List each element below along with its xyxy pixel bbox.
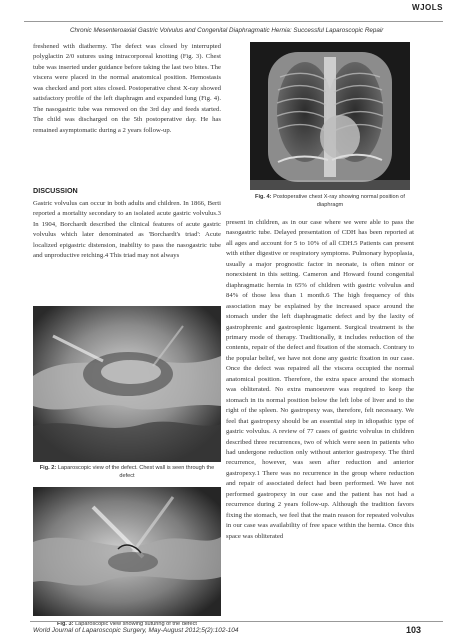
right-column-paragraph-text: present in children, as in our case where we were able to pass the nasogastric tube. Delayed presentation of CDH has been reported at all ages and account for 5 to 10% of all CDH.5 Patients can present with either digestive or respiratory symptoms. Pulmonary hypoplasia, usually a major prognostic factor in neonate, is often minor or nonexistent in this setting. Cameron and Howard found congenital diaphragmatic hernia in 65% of children with gastric volvulus and 84% of those less than 1 month.6 The high frequency of this association may be explained by the increased space around the stomach under the left diaphragmatic defect and by the laxity of gastrophrenic and gastrosplenic ligament. Surgical treatment is the primary mode of therapy. Traditionally, it includes reduction of the contents, repair of the defect and fixation of the stomach. Contrary to the popular belief, we have not done any gastric fixation in our case. Once the defect was repaired all the viscera occupied the normal anatomical position. Therefore, the extra space around the stomach was obliterated. No extra manoeuvre was required to keep the stomach in its normal position below the left lobe of liver and to the right of the spleen. No gastropexy was, therefore, felt necessary. We feel that gastropexy should be an essential step in idiopathic type of gastric volvulus. A review of 77 cases of gastric volvulus in children described three recurrences, two of which were seen in patients who had undergone reduction only without anterior gastropexy. The third recurrence, however, was seen after reduction and anterior gastropexy.1 There was no recurrence in the group where reduction and repair of associated defect had been performed. We have not performed gastropexy in our case and the patient has not had a recurrence during 2 years follow-up. Although the tradition favors fixing the stomach, we feel that the main reason for repeated volvulus in our case was availability of free space within the hernia. Once this space was obliterated	[226, 219, 414, 540]
figure-4-image	[250, 42, 410, 190]
figure-2-image	[33, 306, 221, 462]
figure-2-label: Fig. 2:	[39, 465, 57, 471]
figure-2-caption	[33, 465, 221, 480]
laparoscopic-defect-photo	[33, 306, 221, 462]
figure-4-label: Fig. 4:	[255, 194, 272, 200]
running-title: Chronic Mesenteroaxial Gastric Volvulus and Congenital Diaphragmatic Hernia: Successful Laparoscopic Repair	[70, 27, 384, 34]
figure-4-caption-text: Postoperative chest X-ray showing normal position of diaphragm	[273, 194, 405, 208]
laparoscopic-suturing-photo	[33, 487, 221, 616]
figure-3-label: Fig. 3:	[57, 621, 74, 627]
page-number: 103	[405, 625, 421, 635]
journal-tag: WJOLS	[412, 3, 443, 12]
discussion-heading: DISCUSSION	[33, 186, 78, 195]
figure-3-caption-text: Laparoscopic view showing suturing of the defect	[75, 621, 197, 627]
intro-paragraph	[33, 42, 221, 136]
discussion-paragraph	[33, 199, 221, 262]
chest-xray-photo	[250, 42, 410, 190]
right-column-paragraph	[226, 218, 414, 542]
footer-rule	[30, 621, 443, 622]
figure-4-caption	[250, 194, 410, 209]
figure-3-image	[33, 487, 221, 616]
discussion-paragraph-text: Gastric volvulus can occur in both adults and children. In 1866, Berti reported a mortality secondary to an isolated acute gastric volvulus.3 In 1904, Borchardt described the clinical features of acute gastric volvulus which later denominated as 'Borchardt's triad': Acute localized epigastric distension, inability to pass the nasogastric tube and unproductive retching.4 This triad may not always	[33, 200, 221, 260]
header-rule	[24, 21, 443, 22]
figure-2-caption-text: Laparoscopic view of the defect. Chest wall is seen through the defect	[57, 465, 215, 479]
intro-paragraph-text: freshened with diathermy. The defect was closed by interrupted polyglactin 2/0 sutures using intracorporeal knotting (Fig. 3). Chest tube was inserted under guidance before taking the last two bites. The viscera were placed in the normal anatomical position. Hemostasis was checked and port sites closed. Postoperative chest X-ray showed satisfactory profile of the left diaphragm and expanded lung (Fig. 4). The nasogastric tube was removed on the 3rd day and feeds started. The child was discharged on the 5th postoperative day. He has remained asymptomatic during a 2 years follow-up.	[33, 43, 221, 134]
journal-citation: World Journal of Laparoscopic Surgery, May-August 2012;5(2):102-104	[33, 627, 239, 634]
